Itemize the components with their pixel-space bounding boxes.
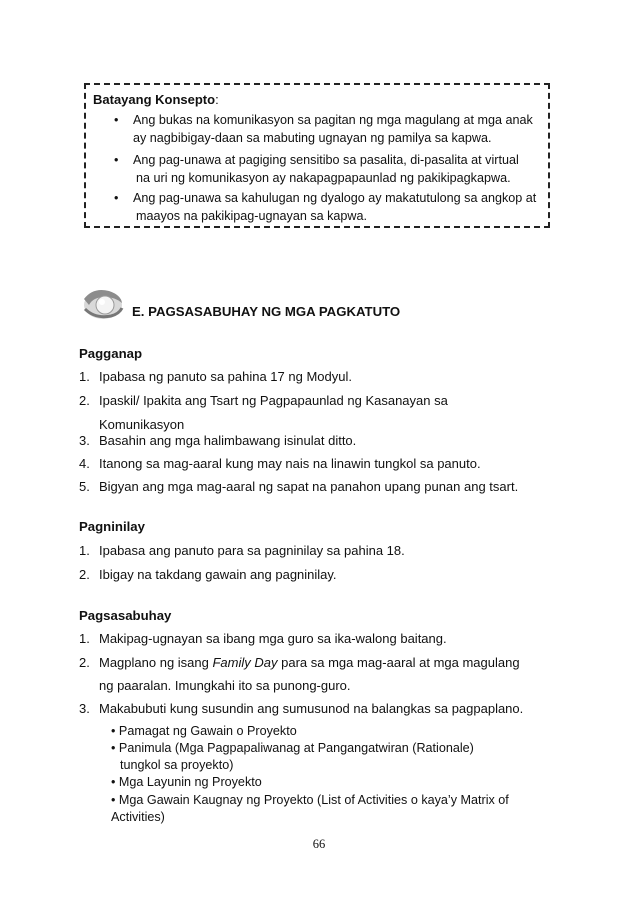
outline-item: • Mga Layunin ng Proyekto bbox=[111, 775, 262, 789]
outline-item: • Panimula (Mga Pagpapaliwanag at Pangangatwiran (Rationale) tungkol sa proyekto) bbox=[111, 741, 474, 772]
outline-item: • Pamagat ng Gawain o Proyekto bbox=[111, 724, 297, 738]
concept-bullet: • Ang pag-unawa sa kahulugan ng dyalogo ay makatutulong sa angkop at maayos na pakikipag-ugnayan sa kapwa. bbox=[114, 191, 537, 223]
pagninilay-heading: Pagninilay bbox=[79, 519, 145, 534]
outline-item: • Mga Gawain Kaugnay ng Proyekto (List of Activities o kaya’y Matrix of Activities) bbox=[111, 793, 509, 824]
section-title: E. PAGSASABUHAY NG MGA PAGKATUTO bbox=[132, 304, 401, 319]
concept-title: Batayang Konsepto: bbox=[93, 92, 219, 107]
page-number: 66 bbox=[312, 837, 326, 851]
hand-holding-pearl-icon bbox=[81, 283, 125, 321]
concept-bullet: • Ang bukas na komunikasyon sa pagitan ng mga magulang at mga anak ay nagbibigay-daan sa mabuting ugnayan ng pamilya sa kapwa. bbox=[114, 113, 533, 145]
concept-bullet: • Ang pag-unawa at pagiging sensitibo sa pasalita, di-pasalita at virtual na uri ng komunikasyon ay nakapagpapaunlad ng pakikipagkapwa. bbox=[114, 153, 519, 185]
pagsasabuhay-heading: Pagsasabuhay bbox=[79, 608, 172, 623]
pagganap-heading: Pagganap bbox=[79, 346, 143, 361]
